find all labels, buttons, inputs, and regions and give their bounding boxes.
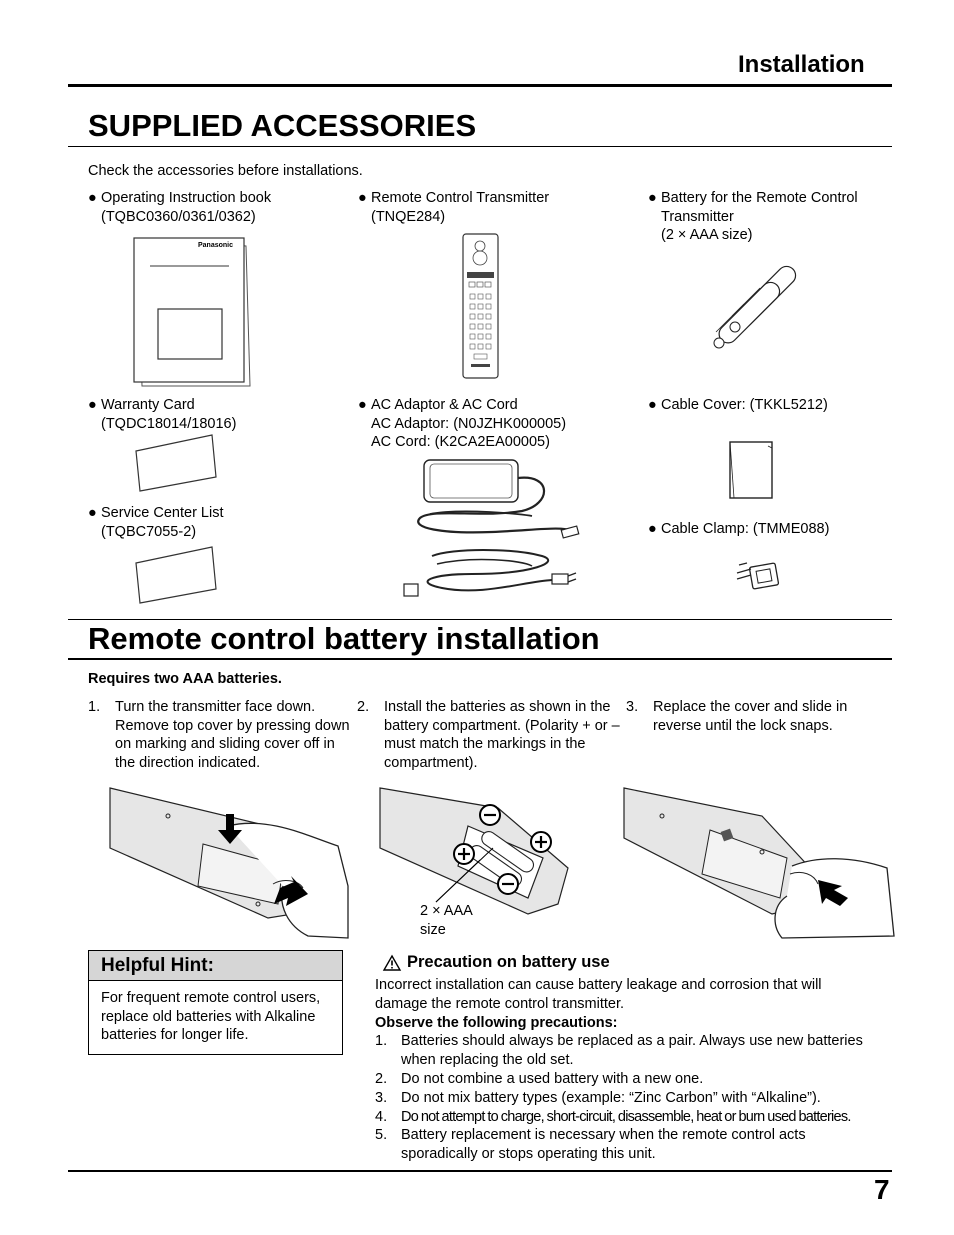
- warranty-card-illustration: [134, 433, 218, 493]
- precaution-item: [375, 1089, 875, 1108]
- precaution-item: [375, 1032, 875, 1070]
- step2-insert-batteries-illustration: [378, 786, 578, 916]
- header-section-label: Installation: [738, 51, 865, 78]
- bullet-icon: ●: [358, 190, 367, 206]
- step-text: Turn the transmitter face down. Remove top cover by pressing down on marking and sliding cover off in the direction indicated.: [115, 699, 350, 772]
- accessory-service-list: [88, 504, 224, 541]
- precaution-observe: Observe the following precautions:: [375, 1014, 618, 1031]
- precaution-title: Precaution on battery use: [407, 953, 610, 971]
- item-detail: Transmitter: [661, 208, 734, 225]
- precaution-item-number: 2.: [375, 1070, 388, 1087]
- item-label: Operating Instruction book: [101, 190, 272, 206]
- precaution-list: [375, 1032, 875, 1164]
- item-label: Cable Clamp: (TMME088): [661, 521, 830, 537]
- install-step-3: [626, 698, 888, 735]
- battery-section-top-rule: [68, 619, 892, 620]
- precaution-item-number: 4.: [375, 1108, 388, 1125]
- step3-replace-cover-illustration: [622, 786, 894, 938]
- cable-clamp-illustration: [735, 555, 785, 595]
- accessories-title-rule: [68, 146, 892, 147]
- warning-triangle-icon: [383, 955, 401, 971]
- item-label: Cable Cover: (TKKL5212): [661, 397, 828, 413]
- precaution-item-text: Battery replacement is necessary when the remote control acts sporadically or stops operating this unit.: [401, 1127, 806, 1163]
- battery-size-label-line1: 2 × AAA: [420, 903, 473, 919]
- bullet-icon: ●: [648, 521, 657, 537]
- step-number: 3.: [626, 699, 639, 715]
- item-detail: (TQBC0360/0361/0362): [101, 208, 256, 225]
- battery-size-label: [420, 902, 473, 939]
- accessory-remote: [358, 189, 549, 226]
- item-label: Remote Control Transmitter: [371, 190, 550, 206]
- item-label: Service Center List: [101, 505, 224, 521]
- helpful-hint-box: [88, 950, 343, 1055]
- bullet-icon: ●: [648, 190, 657, 206]
- battery-install-title: Remote control battery installation: [88, 621, 600, 656]
- item-detail: AC Cord: (K2CA2EA00005): [371, 434, 550, 450]
- step-number: 1.: [88, 699, 101, 715]
- item-detail: (2 × AAA size): [661, 227, 753, 243]
- step-text: Install the batteries as shown in the battery compartment. (Polarity + or – must match the markings in the compartment).: [384, 699, 620, 772]
- page-number: 7: [874, 1174, 890, 1205]
- precaution-item: [375, 1126, 875, 1164]
- precaution-item-text: Do not combine a used battery with a new one.: [401, 1070, 704, 1087]
- precaution-item: [375, 1108, 875, 1127]
- step-text: Replace the cover and slide in reverse until the lock snaps.: [653, 699, 848, 734]
- ac-adaptor-illustration: [412, 456, 590, 604]
- accessory-cable-clamp: [648, 520, 829, 539]
- precaution-item-number: 1.: [375, 1033, 388, 1050]
- item-detail: (TQBC7055-2): [101, 523, 197, 540]
- accessory-ac-adaptor: [358, 396, 566, 452]
- item-label: Battery for the Remote Control: [661, 190, 858, 206]
- precaution-item-text: Do not mix battery types (example: “Zinc Carbon” with “Alkaline”).: [401, 1089, 821, 1106]
- step-number: 2.: [357, 699, 370, 715]
- item-label: AC Adaptor & AC Cord: [371, 397, 518, 413]
- header-rule: [68, 84, 892, 87]
- accessory-warranty: [88, 396, 236, 433]
- item-detail: (TNQE284): [371, 208, 446, 225]
- item-detail: (TQDC18014/18016): [101, 415, 237, 432]
- precaution-item-text: Batteries should always be replaced as a pair. Always use new batteries when replacing the old set.: [401, 1033, 863, 1069]
- battery-title-rule: [68, 658, 892, 660]
- bullet-icon: ●: [648, 397, 657, 413]
- remote-control-illustration: [462, 232, 500, 380]
- item-label: Warranty Card: [101, 397, 195, 413]
- install-step-1: [88, 698, 356, 773]
- bullet-icon: ●: [88, 190, 97, 206]
- precaution-intro: Incorrect installation can cause battery leakage and corrosion that will damage the remote control transmitter.: [375, 977, 822, 1012]
- helpful-hint-text: For frequent remote control users, replace old batteries with Alkaline batteries for longer life.: [101, 990, 321, 1043]
- precaution-item-text: Do not attempt to charge, short-circuit, disassemble, heat or burn used batteries.: [401, 1108, 851, 1125]
- book-brand-logo: Panasonic: [198, 242, 234, 249]
- item-detail: AC Adaptor: (N0JZHK000005): [371, 415, 567, 432]
- helpful-hint-title: Helpful Hint:: [89, 951, 342, 981]
- accessory-battery: [648, 189, 858, 245]
- precaution-body: [375, 976, 875, 1164]
- cable-cover-illustration: [728, 440, 776, 502]
- service-center-list-illustration: [134, 545, 218, 605]
- battery-size-label-line2: size: [420, 921, 446, 938]
- precaution-item-number: 3.: [375, 1089, 388, 1106]
- instruction-book-illustration: [132, 236, 252, 388]
- precaution-item: [375, 1070, 875, 1089]
- bullet-icon: ●: [358, 397, 367, 413]
- step1-remove-cover-illustration: [108, 786, 348, 938]
- accessory-cable-cover: [648, 396, 828, 415]
- requires-batteries-note: Requires two AAA batteries.: [88, 671, 282, 687]
- accessories-intro: Check the accessories before installations.: [88, 163, 363, 179]
- accessories-title: SUPPLIED ACCESSORIES: [88, 108, 477, 143]
- bullet-icon: ●: [88, 505, 97, 521]
- precaution-item-number: 5.: [375, 1127, 388, 1144]
- bullet-icon: ●: [88, 397, 97, 413]
- footer-rule: [68, 1170, 892, 1172]
- install-step-2: [357, 698, 623, 773]
- aaa-batteries-illustration: [702, 290, 792, 358]
- accessory-instruction-book: [88, 189, 271, 226]
